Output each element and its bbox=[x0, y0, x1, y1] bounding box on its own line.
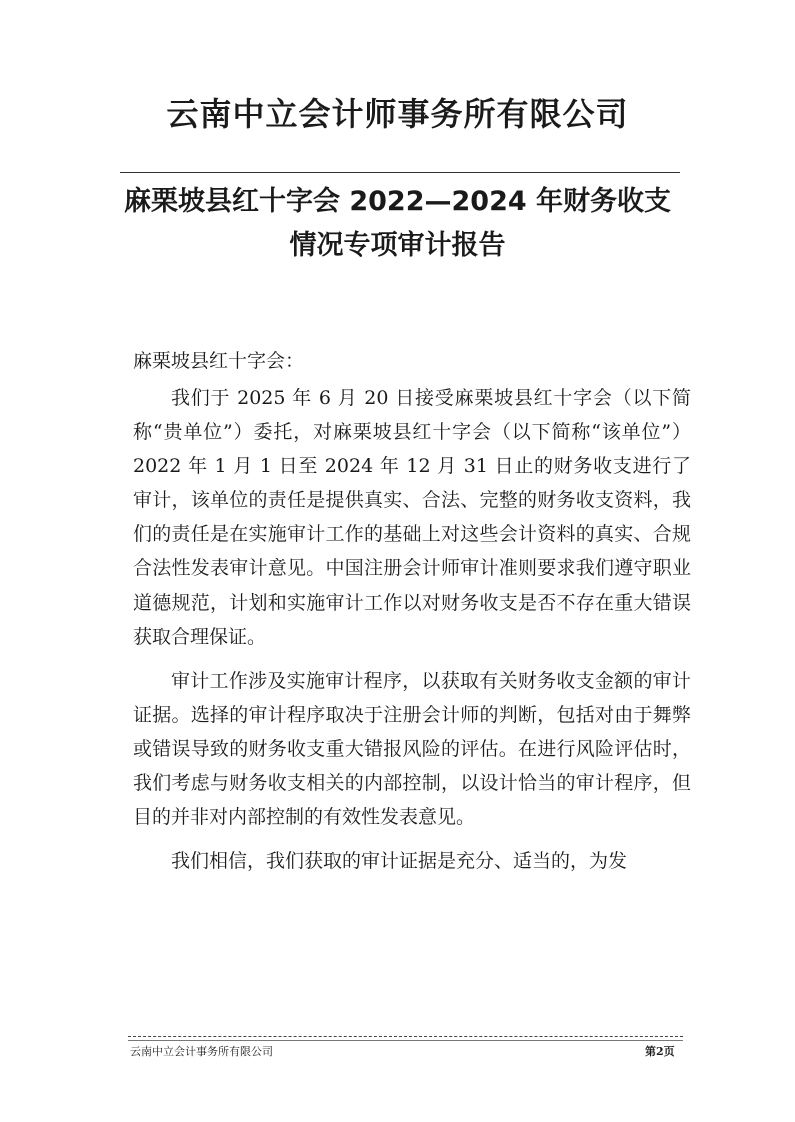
body-paragraph-3: 我们相信，我们获取的审计证据是充分、适当的，为发 bbox=[171, 850, 628, 873]
report-title-line1: 麻栗坡县红十字会 2022—2024 年财务收支 bbox=[123, 186, 672, 217]
body-paragraph-2: 审计工作涉及实施审计程序，以获取有关财务收支金额的审计证据。选择的审计程序取决于注册会计师的判断，包括对由于舞弊或错误导致的财务收支重大错报风险的评估。在进行风险评估时，我们考虑与财务收支相关的内部控制，以设计恰当的审计程序，但目的并非对内部控制的有效性发表意见。 bbox=[133, 669, 691, 829]
report-title-line2: 情况专项审计报告 bbox=[289, 230, 506, 261]
firm-name-heading: 云南中立会计师事务所有限公司 bbox=[166, 95, 629, 133]
page-number: 第2页 bbox=[645, 1045, 675, 1058]
header-divider bbox=[120, 172, 680, 173]
report-title bbox=[60, 180, 735, 268]
letter-body bbox=[133, 381, 691, 878]
footer-divider bbox=[128, 1036, 683, 1037]
body-paragraph-1: 我们于 2025 年 6 月 20 日接受麻栗坡县红十字会（以下简称“贵单位”）委托，对麻栗坡县红十字会（以下简称“该单位”）2022 年 1 月 1 日至 2024 年 12 月 31 日止的财务收支进行了审计，该单位的责任是提供真实、合法、完整的财务收支资料，我们的责任是在实施审计工作的基础上对这些会计资料的真实、合规合法性发表审计意见。中国注册会计师审计准则要求我们遵守职业道德规范，计划和实施审计工作以对财务收支是否不存在重大错误获取合理保证。 bbox=[133, 387, 691, 648]
footer-firm-name: 云南中立会计事务所有限公司 bbox=[130, 1045, 273, 1058]
footer-divider-solid bbox=[128, 1040, 683, 1041]
addressee: 麻栗坡县红十字会： bbox=[133, 350, 305, 372]
